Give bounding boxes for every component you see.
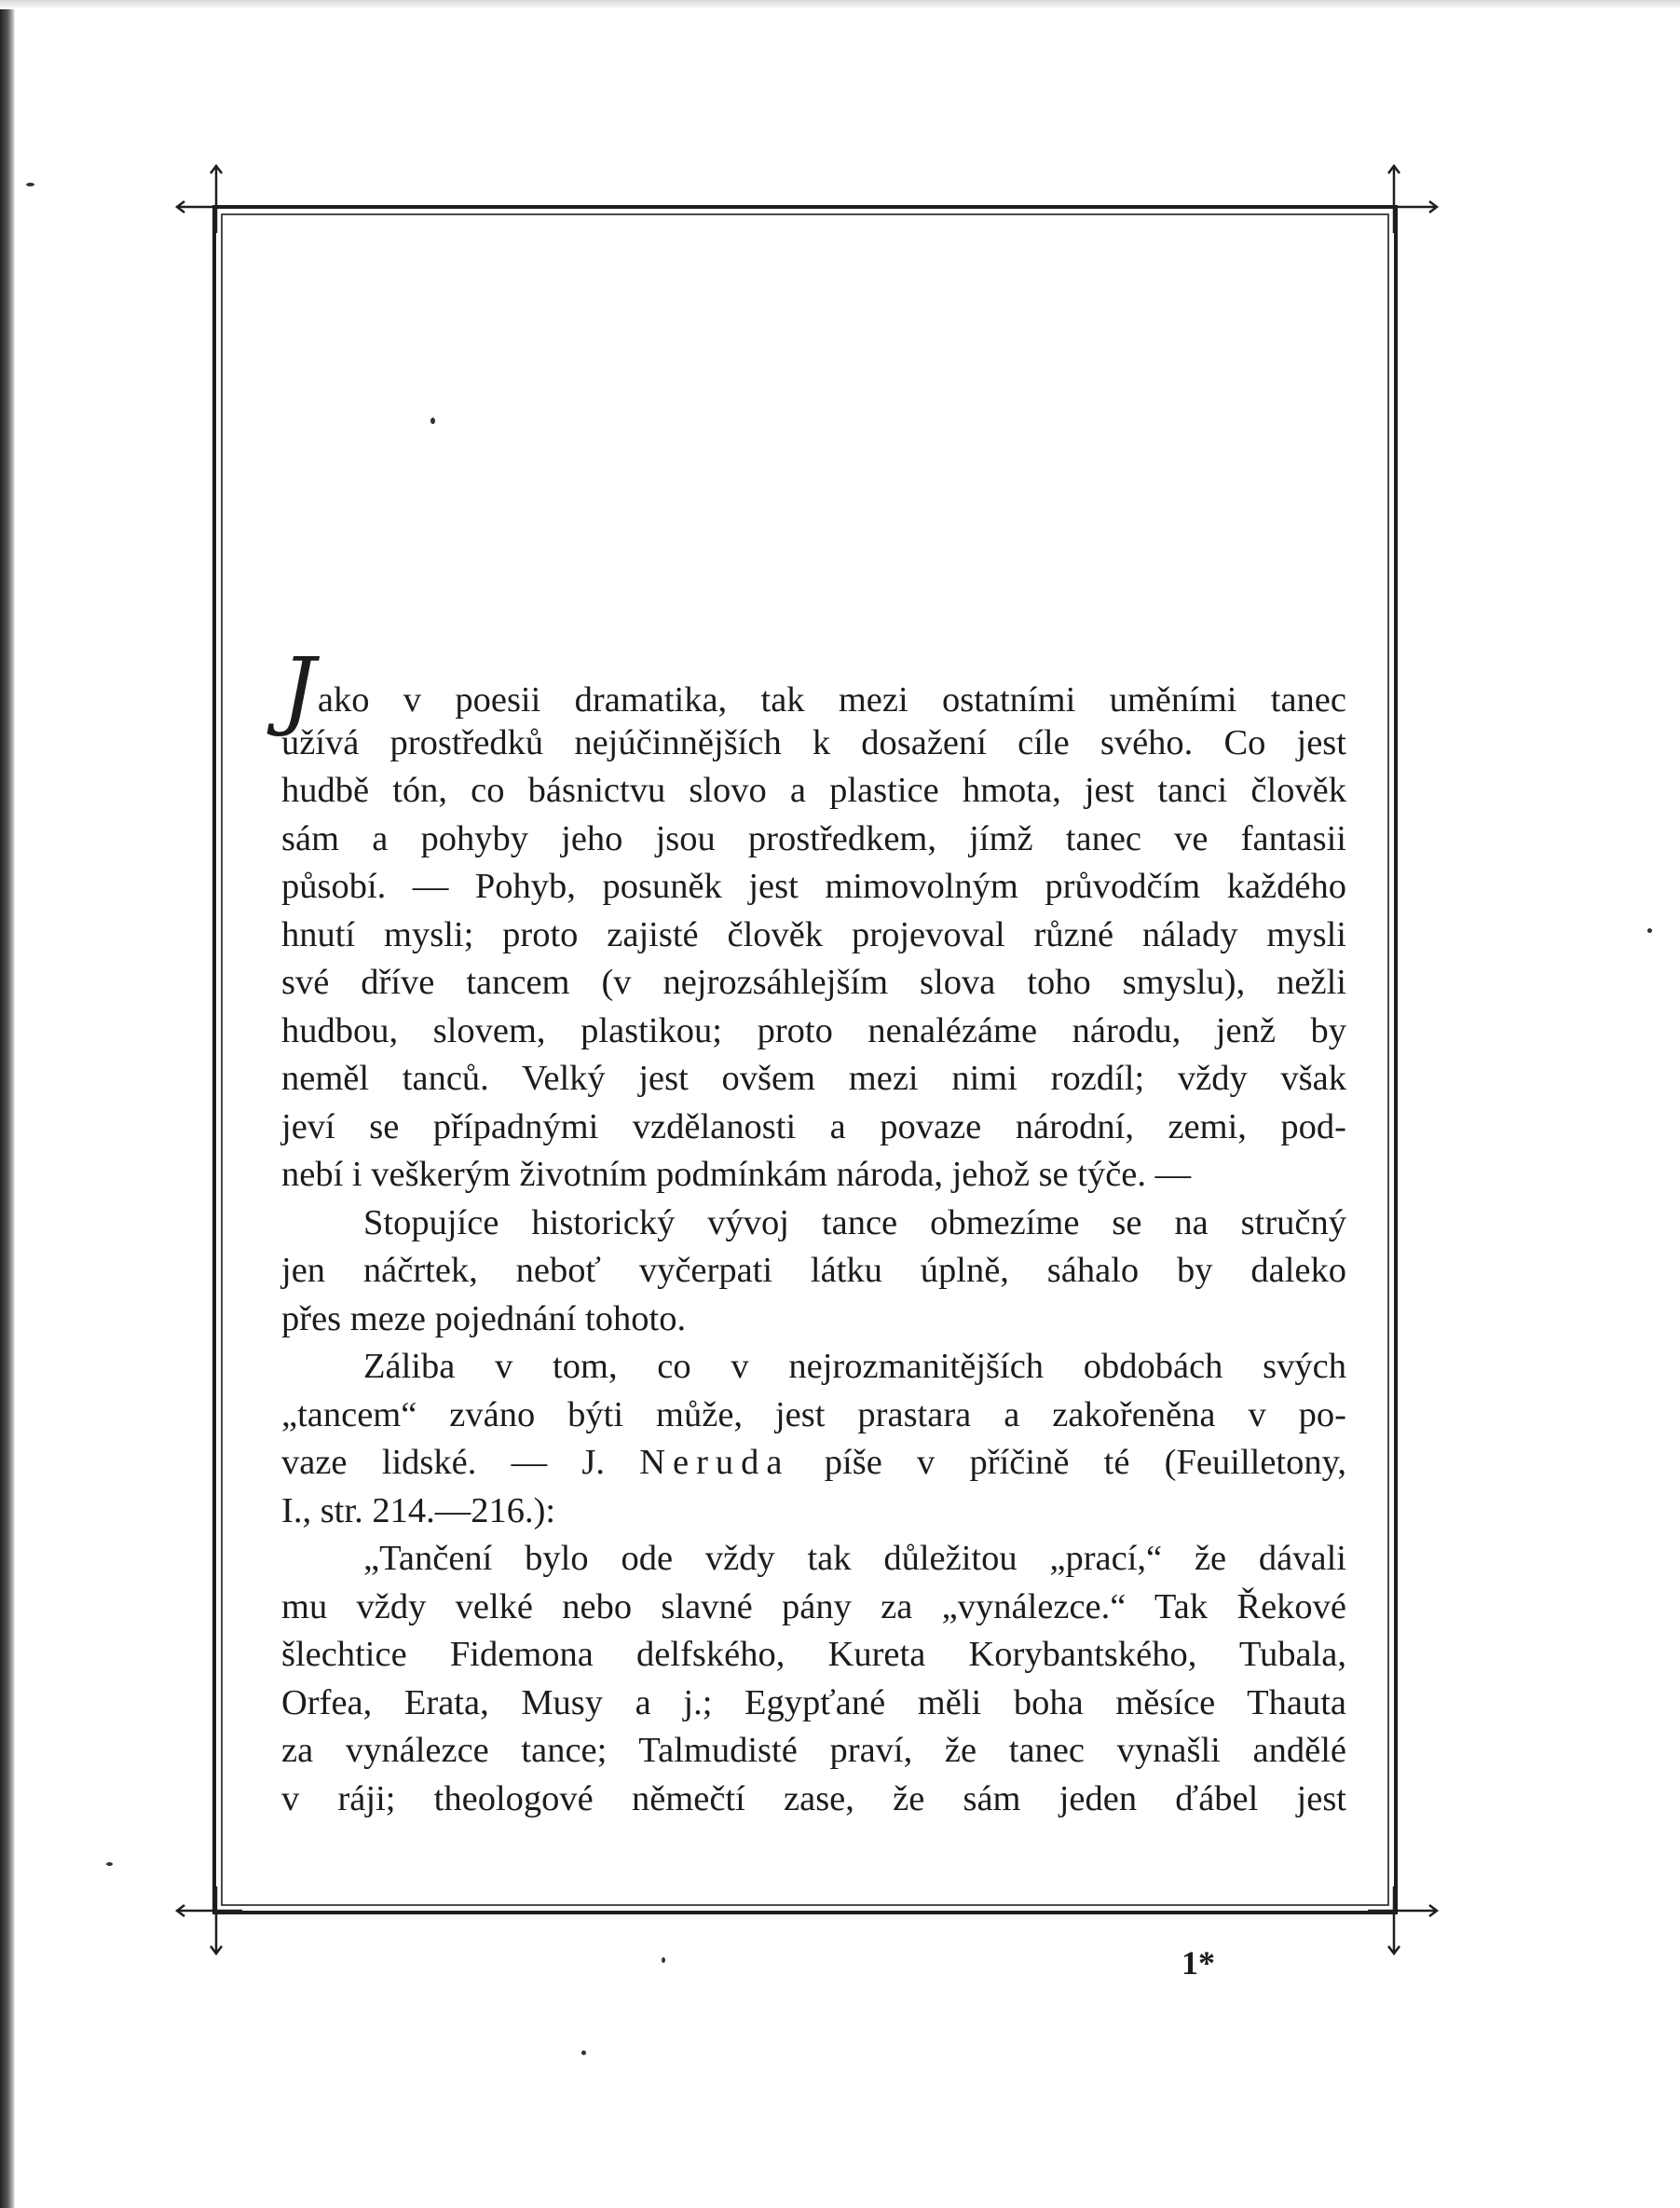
text-line-13: jen náčrtek, neboť vyčerpati látku úplně, sáhalo by daleko	[281, 1251, 1346, 1290]
ink-speck	[1647, 928, 1652, 933]
cross-corner-ornament-top-left	[177, 166, 242, 233]
text-line-12: Stopujíce historický vývoj tance obmezíme se na stručný	[363, 1202, 1346, 1242]
cross-corner-ornament-top-right	[1368, 166, 1437, 233]
cross-corner-ornament-bottom-right	[1368, 1886, 1437, 1954]
text-line-20: mu vždy velké nebo slavné pány za „vynálezce.“ Tak Řekové	[281, 1586, 1346, 1626]
text-line-21: šlechtice Fidemona delfského, Kureta Korybantského, Tubala,	[281, 1635, 1346, 1674]
text-line-14: přes meze pojednání tohoto.	[281, 1298, 687, 1338]
ink-speck	[106, 1862, 113, 1866]
cross-corner-ornament-bottom-left	[177, 1886, 242, 1954]
text-line-4: sám a pohyby jeho jsou prostředkem, jímž tanec ve fantasii	[281, 818, 1346, 858]
author-name-spaced: Neruda	[639, 1443, 790, 1482]
text-line-24: v ráji; theologové němečtí zase, že sám jeden ďábel jest	[281, 1778, 1346, 1818]
text-line-3: hudbě tón, co básnictvu slovo a plastice hmota, jest tanci člověk	[281, 771, 1346, 810]
text-line-6: hnutí mysli; proto zajisté člověk projevoval různé nálady mysli	[281, 914, 1346, 954]
text-line-5: působí. — Pohyb, posuněk jest mimovolným průvodčím každého	[281, 867, 1346, 906]
text-line-22: Orfea, Erata, Musy a j.; Egypťané měli boha měsíce Thauta	[281, 1682, 1346, 1722]
ink-speck	[26, 183, 34, 186]
text-line-17	[281, 1439, 1346, 1488]
text-line-9: neměl tanců. Velký jest ovšem mezi nimi rozdíl; vždy však	[281, 1059, 1346, 1098]
text-line-8: hudbou, slovem, plastikou; proto nenalézáme národu, jenž by	[281, 1010, 1346, 1050]
text-line-16: „tancem“ zváno býti může, jest prastara a zakořeněna v po-	[281, 1394, 1346, 1434]
line-text: vaze lidské. — J.	[281, 1443, 605, 1482]
drop-cap: J	[281, 639, 316, 739]
text-line-11: nebí i veškerým životním podmínkám národa, jehož se týče. —	[281, 1155, 1192, 1194]
page-number: 1*	[1181, 1944, 1215, 1982]
text-line-1	[281, 639, 1346, 739]
line-text: píše v příčině té (Feuilletony,	[824, 1443, 1347, 1482]
text-line-23: za vynálezce tance; Talmudisté praví, že tanec vynašli andělé	[281, 1731, 1346, 1770]
text-line-2: užívá prostředků nejúčinnějších k dosažení cíle svého. Co jest	[281, 722, 1346, 762]
body-text	[281, 639, 1347, 1823]
ink-speck	[581, 2050, 586, 2055]
line-text: ako v poesii dramatika, tak mezi ostatními uměními tanec	[317, 680, 1346, 720]
text-line-15: Záliba v tom, co v nejrozmanitějších obdobách svých	[363, 1347, 1346, 1386]
text-line-7: své dříve tancem (v nejrozsáhlejším slova toho smyslu), nežli	[281, 963, 1346, 1002]
text-line-19: „Tančení bylo ode vždy tak důležitou „prací,“ že dávali	[363, 1539, 1346, 1578]
ink-speck	[662, 1957, 665, 1963]
text-line-18: I., str. 214.—216.):	[281, 1490, 556, 1530]
text-line-10: jeví se případnými vzdělanosti a povaze národní, zemi, pod-	[281, 1106, 1346, 1146]
ink-speck	[430, 418, 435, 424]
